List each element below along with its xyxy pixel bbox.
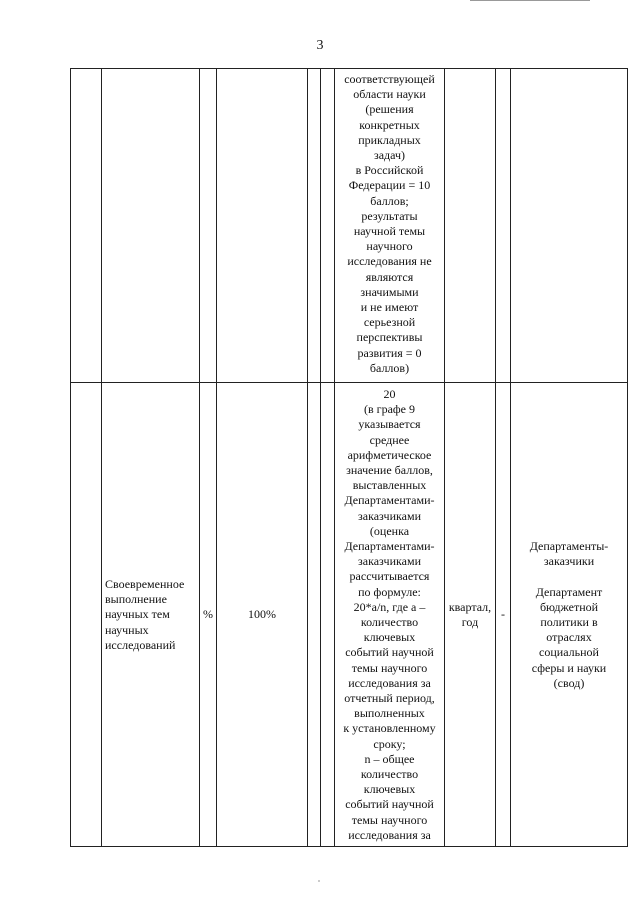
responsible-cell: Департаменты- заказчики Департамент бюджетной политики в отраслях социальной сферы и науки (свод) (529, 539, 609, 690)
col-border (101, 68, 102, 846)
page-number: 3 (316, 38, 324, 53)
indicator-name-cell: Своевременное выполнение научных тем научных исследований (105, 577, 185, 652)
col-border (199, 68, 200, 846)
target-value-cell: 100% (248, 607, 276, 621)
scan-speck (318, 880, 320, 882)
col-border (627, 68, 628, 846)
col-border (70, 68, 71, 846)
col-border (510, 68, 511, 846)
table-top-border (70, 68, 628, 69)
col-border (495, 68, 496, 846)
criteria-cell-row1: соответствующей области науки (решения конкретных прикладных задач) в Российской Федерации = 10 баллов; результаты научной темы научного исследования не являются значимыми и не имеют серьезной перспективы развития = 0 баллов) (344, 72, 435, 375)
row-divider (70, 382, 628, 383)
col-border (444, 68, 445, 846)
col-border (320, 68, 321, 846)
unit-cell: % (203, 607, 213, 621)
periodicity-cell: квартал, год (448, 600, 492, 630)
col-border (307, 68, 308, 846)
col-border (216, 68, 217, 846)
top-edge-line (470, 0, 590, 1)
dash-cell: - (501, 607, 505, 621)
criteria-cell-row2: 20 (в графе 9 указывается среднее арифметическое значение баллов, выставленных Департаментами- заказчиками (оценка Департаментами- заказчиками рассчитывается по формуле: 20*a/n, где a – количество ключевых событий научной темы научного исследования за отчетный период, выполненных к установленному сроку; n – общее количество ключевых событий научной темы научного исследования за (343, 387, 436, 842)
table-bottom-border (70, 846, 628, 847)
